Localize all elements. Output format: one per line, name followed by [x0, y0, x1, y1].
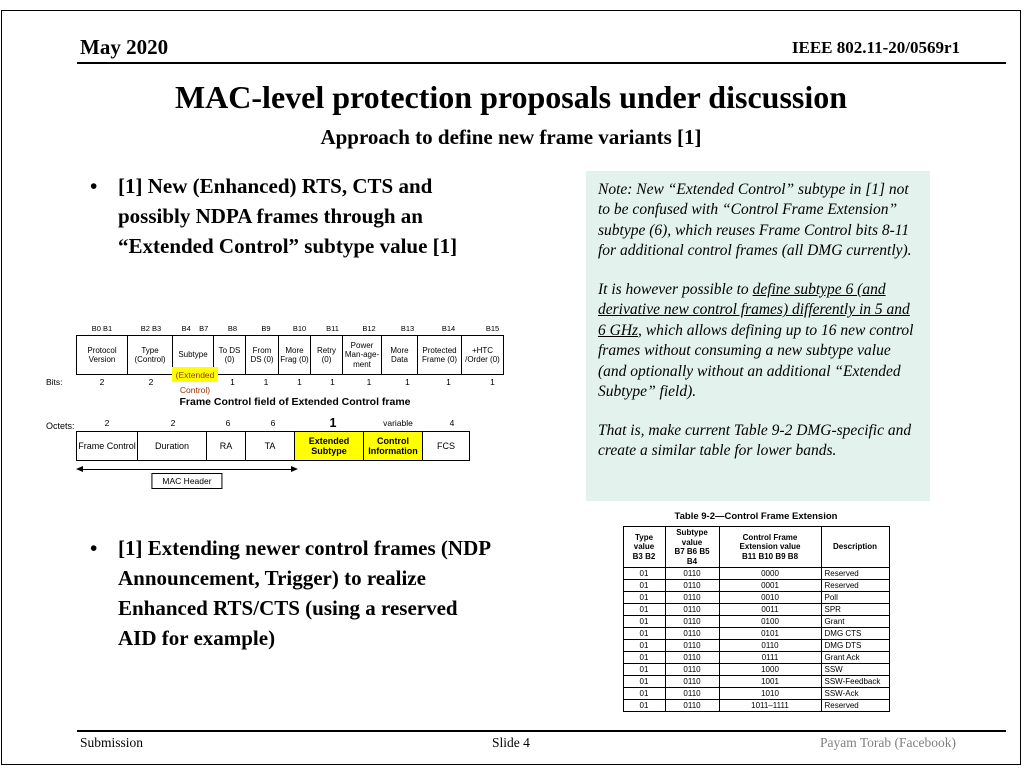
table-cell: 01 [623, 652, 665, 664]
arrow-left-icon [76, 466, 83, 472]
table-cell: 0100 [719, 616, 821, 628]
frame-control-field [310, 335, 343, 375]
table-row [623, 628, 889, 640]
bit-label: B9 [261, 324, 271, 333]
table-cell: SSW [821, 664, 889, 676]
bit-label: B14 [441, 324, 456, 333]
table-cell: 0110 [665, 676, 719, 688]
table-header: Description [821, 527, 889, 568]
note-box [586, 171, 930, 501]
field-name: +HTC /Order (0) [465, 345, 500, 364]
page-subtitle: Approach to define new frame variants [1] [320, 125, 702, 149]
bit-label: B11 [326, 324, 339, 333]
table-cell: 0110 [665, 700, 719, 712]
bullet-item-1 [90, 171, 488, 261]
mpdu-field [245, 431, 295, 461]
bit-label: B10 [292, 324, 307, 333]
bit-label: B4 B7 [181, 324, 209, 333]
bits-value: 1 [405, 377, 410, 387]
table-cell: DMG DTS [821, 640, 889, 652]
table-cell: 1011–1111 [719, 700, 821, 712]
table-cell: DMG CTS [821, 628, 889, 640]
note-paragraph-3: That is, make current Table 9-2 DMG-specific and create a similar table for lower bands. [598, 421, 912, 459]
field-name: FCS [437, 440, 455, 451]
table-cell: 01 [623, 676, 665, 688]
field-name: Type (Control) [134, 345, 166, 364]
table-cell: 0000 [719, 568, 821, 580]
frame-control-field [381, 335, 418, 375]
bit-label: B0 B1 [91, 324, 113, 333]
octets-value: variable [383, 418, 413, 428]
table-cell: 01 [623, 592, 665, 604]
mac-header-arrow [76, 461, 298, 493]
table-cell: 01 [623, 628, 665, 640]
note-underlined-text: define subtype 6 (and derivative new control frames) differently in 5 and 6 GHz [598, 280, 910, 339]
table-row [623, 640, 889, 652]
bit-labels-row [76, 323, 542, 335]
table-cell: 0111 [719, 652, 821, 664]
table-cell: SSW-Feedback [821, 676, 889, 688]
field-name: TA [264, 440, 276, 451]
table-cell: 0110 [665, 628, 719, 640]
table-cell: SSW-Ack [821, 688, 889, 700]
octets-value: 4 [449, 418, 455, 428]
table-row [623, 580, 889, 592]
bits-value: 1 [230, 377, 235, 387]
octets-value: 2 [104, 418, 110, 428]
bullet-glyph: • [90, 174, 98, 198]
table-cell: Grant [821, 616, 889, 628]
table-header: Type value B3 B2 [623, 527, 665, 568]
bits-value: 1 [490, 377, 495, 387]
table-cell: 0110 [665, 664, 719, 676]
header-date: May 2020 [80, 35, 169, 59]
frame-control-field [461, 335, 504, 375]
table-cell: 0110 [719, 640, 821, 652]
field-name: Control Information [368, 435, 418, 456]
field-name: From DS (0) [250, 345, 274, 364]
bits-value: 1 [330, 377, 335, 387]
table-row [623, 592, 889, 604]
table-header-row [623, 527, 889, 568]
table-cell: 0110 [665, 604, 719, 616]
note-text: , which allows defining up to 16 new control frames without consuming a new subtype value (and optionally without an additional “Extended Subtype” field). [598, 321, 914, 401]
table-cell: 0110 [665, 616, 719, 628]
bits-value: 1 [366, 377, 372, 387]
page-title: MAC-level protection proposals under discussion [174, 79, 848, 115]
table-cell: 0110 [665, 688, 719, 700]
table-cell: 0110 [665, 580, 719, 592]
mpdu-field [422, 431, 470, 461]
frame-control-field [278, 335, 311, 375]
table-cell: Grant Ack [821, 652, 889, 664]
bullet-glyph: • [90, 536, 98, 560]
table-cell: 01 [623, 604, 665, 616]
table-cell: SPR [821, 604, 889, 616]
table-cell: 1000 [719, 664, 821, 676]
bit-label: B8 [227, 324, 238, 333]
table-cell: 01 [623, 580, 665, 592]
mpdu-field [206, 431, 246, 461]
octets-value: 2 [170, 418, 176, 428]
octets-row [42, 414, 542, 431]
arrow-line [81, 469, 293, 470]
table-cell: Reserved [821, 568, 889, 580]
table-cell: 01 [623, 568, 665, 580]
header-doc-id: IEEE 802.11-20/0569r1 [791, 38, 960, 57]
table-cell: 01 [623, 616, 665, 628]
frame-control-field [76, 335, 128, 375]
arrow-right-icon [291, 466, 298, 472]
control-frame-extension-table [596, 511, 916, 712]
header-rule [77, 62, 1006, 64]
octets-value: 6 [270, 418, 276, 428]
table-cell: 0011 [719, 604, 821, 616]
table-row [623, 664, 889, 676]
table-cell: 0110 [665, 640, 719, 652]
bit-label: B2 B3 [140, 324, 162, 333]
frame-format-diagram [42, 323, 542, 493]
mpdu-field [294, 431, 364, 461]
note-paragraph-2 [598, 280, 918, 403]
bits-value: 1 [297, 377, 302, 387]
table-cell: 0110 [665, 568, 719, 580]
frame-control-field [342, 335, 382, 375]
table-header: Control Frame Extension value B11 B10 B9 B8 [719, 527, 821, 568]
field-name: Duration [154, 440, 190, 451]
slide [1, 10, 1021, 765]
bits-value: 1 [263, 377, 269, 387]
bits-values [76, 375, 514, 390]
bullet-item-2 [90, 533, 498, 653]
table-row [623, 688, 889, 700]
table-row [623, 568, 889, 580]
table-cell: Reserved [821, 700, 889, 712]
bit-label: B15 [485, 324, 500, 333]
bit-label: B12 [362, 324, 376, 333]
field-name: RA [219, 440, 233, 451]
footer-submission: Submission [80, 735, 144, 750]
field-name: Retry (0) [316, 345, 337, 364]
frame-control-field [245, 335, 279, 375]
mpdu-field [363, 431, 423, 461]
frame-control-field [127, 335, 173, 375]
table-cell: 01 [623, 688, 665, 700]
octets-label: Octets: [46, 421, 75, 431]
table-title: Table 9-2—Control Frame Extension [674, 511, 838, 522]
bullet-text: [1] New (Enhanced) RTS, CTS and possibly NDPA frames through an “Extended Control” subtype value [1] [118, 174, 458, 259]
octets-value: 1 [329, 416, 337, 430]
table-cell: Poll [821, 592, 889, 604]
table-row [623, 700, 889, 712]
frame-control-fields-row [76, 335, 542, 375]
field-name: Subtype [178, 350, 208, 360]
table-cell: 0001 [719, 580, 821, 592]
field-name: More Frag (0) [280, 345, 309, 364]
table-row [623, 604, 889, 616]
field-name: To DS (0) [218, 345, 241, 364]
table-cell: 0110 [665, 592, 719, 604]
footer-rule [77, 730, 1006, 732]
bits-value: 2 [99, 377, 105, 387]
field-name: Extended Subtype [308, 435, 350, 456]
bit-label: B13 [400, 324, 415, 333]
field-name: Protected Frame (0) [421, 345, 458, 364]
field-name: Protocol Version [87, 345, 117, 364]
table-cell: 0101 [719, 628, 821, 640]
field-name: Frame Control [78, 440, 136, 451]
note-text: It is however possible to [598, 280, 753, 298]
octets-values [76, 416, 476, 431]
frame-control-field [417, 335, 462, 375]
bits-value: 1 [446, 377, 451, 387]
mpdu-field [137, 431, 207, 461]
table-cell: 1001 [719, 676, 821, 688]
table-cell: 01 [623, 664, 665, 676]
bits-label: Bits: [46, 377, 63, 387]
table-cell: Reserved [821, 580, 889, 592]
mpdu-field [76, 431, 138, 461]
table-body [623, 568, 889, 712]
table-cell: 0010 [719, 592, 821, 604]
table-row [623, 652, 889, 664]
mac-header-label: MAC Header [151, 473, 222, 489]
table-cell: 0110 [665, 652, 719, 664]
bullet-text: [1] Extending newer control frames (NDP Announcement, Trigger) to realize Enhanced RTS/CTS (using a reserved AID for example) [118, 536, 490, 651]
table-cell: 01 [623, 700, 665, 712]
table-row [623, 616, 889, 628]
table-header: Subtype value B7 B6 B5 B4 [665, 527, 719, 568]
table-row [623, 676, 889, 688]
bits-value: 2 [148, 377, 154, 387]
field-name: More Data [390, 345, 409, 364]
octets-value: 6 [225, 418, 231, 428]
table-cell: 1010 [719, 688, 821, 700]
frame-control-caption: Frame Control field of Extended Control frame [179, 396, 411, 408]
table-cell: 01 [623, 640, 665, 652]
footer-author: Payam Torab (Facebook) [819, 735, 956, 750]
footer-slide-number: Slide 4 [492, 735, 530, 750]
extended-control-highlight: (Extended Control) [172, 367, 218, 382]
mpdu-fields-row [76, 431, 542, 461]
field-name: Power Man-age-ment [344, 341, 380, 369]
bits-row [42, 370, 542, 395]
note-paragraph-1: Note: New “Extended Control” subtype in [1] not to be confused with “Control Frame Extension” subtype (6), which reuses Frame Control bits 8-11 for additional control frames (all DMG currently). [598, 181, 912, 260]
